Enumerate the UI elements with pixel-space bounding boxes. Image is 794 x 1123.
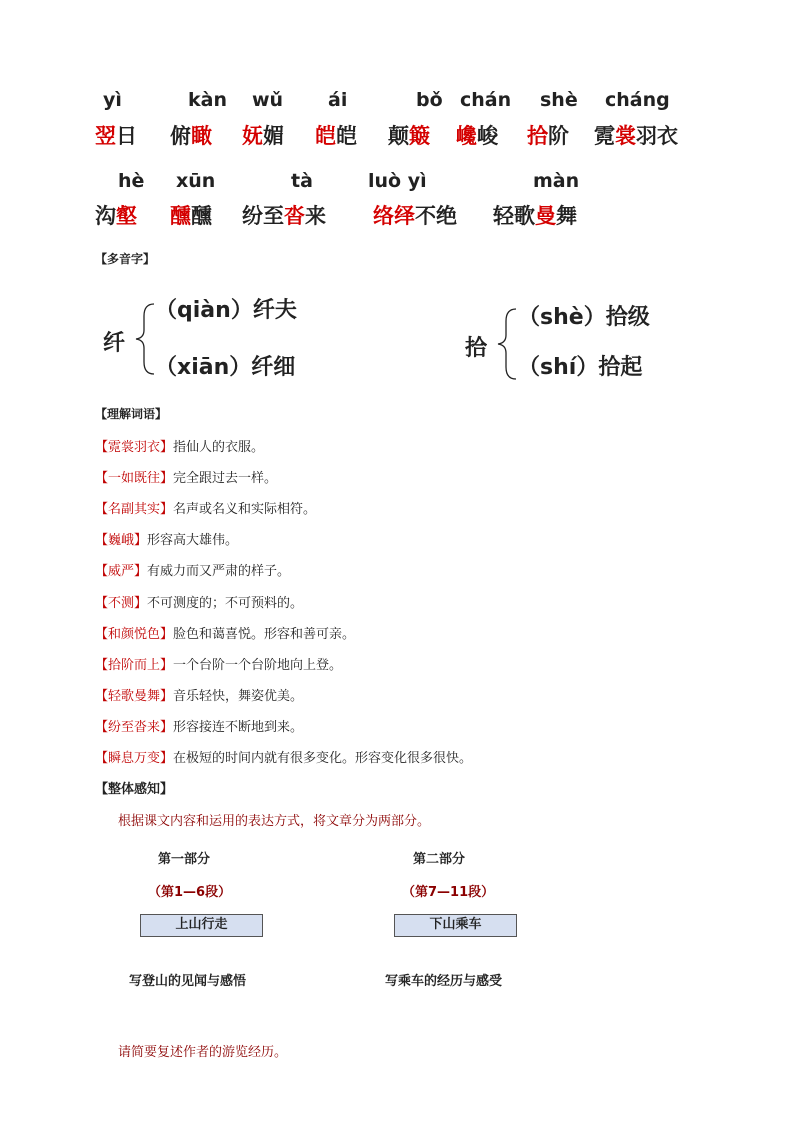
glossary-def: 有威力而又严肃的样子。 bbox=[147, 564, 291, 579]
glossary-def: 完全跟过去一样。 bbox=[173, 471, 278, 486]
word-part: 翌 bbox=[95, 124, 116, 148]
pinyin-label: wǔ bbox=[252, 89, 284, 111]
word-part: 络绎 bbox=[373, 204, 415, 228]
paren-close: ） bbox=[230, 298, 253, 323]
example-word: 纤夫 bbox=[252, 298, 297, 323]
paren-open: （ bbox=[518, 305, 541, 330]
word-part: 妩 bbox=[242, 124, 263, 148]
word-part: 醺 bbox=[170, 204, 191, 228]
vocab-word bbox=[373, 200, 457, 230]
word-part: 瞰 bbox=[191, 124, 212, 148]
vocab-word bbox=[242, 200, 326, 230]
glossary-term: 【轻歌曼舞】 bbox=[95, 689, 174, 704]
word-part: 阶 bbox=[548, 124, 569, 148]
part-summary-box: 上山行走 bbox=[140, 914, 263, 937]
brace-icon bbox=[490, 305, 520, 383]
paren-close: ） bbox=[229, 355, 252, 380]
vocab-word bbox=[527, 120, 569, 150]
word-part: 日 bbox=[116, 124, 137, 148]
polyphone-item bbox=[155, 293, 297, 324]
question-prompt: 请简要复述作者的游览经历。 bbox=[118, 1045, 288, 1060]
part-range: （第1—6段） bbox=[148, 885, 232, 900]
glossary-term: 【威严】 bbox=[95, 564, 148, 579]
word-part: 壑 bbox=[116, 204, 137, 228]
glossary-item bbox=[95, 654, 342, 673]
glossary-term: 【和颜悦色】 bbox=[95, 627, 174, 642]
glossary-def: 形容接连不断地到来。 bbox=[173, 720, 304, 735]
word-part: 簸 bbox=[409, 124, 430, 148]
part-title: 第二部分 bbox=[413, 852, 466, 867]
glossary-term: 【一如既往】 bbox=[95, 471, 174, 486]
pinyin-label: bǒ bbox=[416, 89, 443, 111]
polyphone-item bbox=[518, 300, 650, 331]
glossary-term: 【拾阶而上】 bbox=[95, 658, 174, 673]
word-part: 峻 bbox=[477, 124, 498, 148]
pinyin-label: yì bbox=[103, 89, 122, 111]
polyphone-char: 拾 bbox=[465, 336, 488, 361]
pinyin-label: luò yì bbox=[368, 170, 427, 192]
word-part: 纷至 bbox=[242, 204, 284, 228]
reading-answer: shè bbox=[540, 305, 584, 330]
paren-close: ） bbox=[583, 305, 606, 330]
word-part: 巉 bbox=[456, 124, 477, 148]
glossary-def: 名声或名义和实际相符。 bbox=[173, 502, 317, 517]
pinyin-label: ái bbox=[328, 89, 348, 111]
polyphone-item bbox=[518, 350, 642, 381]
word-part: 媚 bbox=[263, 124, 284, 148]
glossary-def: 一个台阶一个台阶地向上登。 bbox=[173, 658, 343, 673]
vocab-word bbox=[594, 120, 678, 150]
glossary-def: 形容高大雄伟。 bbox=[147, 533, 239, 548]
paren-open: （ bbox=[155, 298, 178, 323]
glossary-def: 指仙人的衣服。 bbox=[173, 440, 265, 455]
word-part: 沟 bbox=[95, 204, 116, 228]
polyphone-item bbox=[155, 350, 295, 381]
reading-answer: xiān bbox=[177, 355, 230, 380]
pinyin-label: chán bbox=[460, 89, 512, 111]
glossary-item bbox=[95, 498, 316, 517]
vocab-word bbox=[388, 120, 430, 150]
word-part: 醺 bbox=[191, 204, 212, 228]
word-part: 皑 bbox=[315, 124, 336, 148]
reading-answer: qiàn bbox=[177, 298, 231, 323]
pinyin-label: kàn bbox=[188, 89, 227, 111]
pinyin-label: cháng bbox=[605, 89, 670, 111]
glossary-term: 【瞬息万变】 bbox=[95, 751, 174, 766]
glossary-item bbox=[95, 592, 303, 611]
word-part: 来 bbox=[305, 204, 326, 228]
paren-open: （ bbox=[155, 355, 178, 380]
pinyin-label: màn bbox=[533, 170, 580, 192]
pinyin-label: shè bbox=[540, 89, 578, 111]
word-part: 俯 bbox=[170, 124, 191, 148]
word-part: 颠 bbox=[388, 124, 409, 148]
glossary-term: 【纷至沓来】 bbox=[95, 720, 174, 735]
example-word: 纤细 bbox=[251, 355, 296, 380]
vocab-word bbox=[95, 200, 137, 230]
word-part: 拾 bbox=[527, 124, 548, 148]
vocab-word bbox=[493, 200, 577, 230]
glossary-item bbox=[95, 685, 303, 704]
part-description: 写登山的见闻与感悟 bbox=[129, 974, 247, 989]
part-summary-box: 下山乘车 bbox=[394, 914, 517, 937]
glossary-def: 不可测度的；不可预料的。 bbox=[147, 596, 304, 611]
reading-answer: shí bbox=[540, 355, 577, 380]
pinyin-label: hè bbox=[118, 170, 145, 192]
section-header-overview: 【整体感知】 bbox=[95, 782, 174, 797]
word-part: 不绝 bbox=[415, 204, 457, 228]
glossary-item bbox=[95, 560, 290, 579]
vocab-word bbox=[242, 120, 284, 150]
glossary-item bbox=[95, 436, 264, 455]
word-part: 轻歌 bbox=[493, 204, 535, 228]
glossary-item bbox=[95, 529, 238, 548]
glossary-def: 在极短的时间内就有很多变化。形容变化很多很快。 bbox=[173, 751, 473, 766]
pinyin-label: xūn bbox=[176, 170, 216, 192]
word-part: 羽衣 bbox=[636, 124, 678, 148]
part-range: （第7—11段） bbox=[402, 885, 495, 900]
paren-open: （ bbox=[518, 355, 541, 380]
glossary-item bbox=[95, 467, 277, 486]
part-title: 第一部分 bbox=[158, 852, 211, 867]
glossary-term: 【霓裳羽衣】 bbox=[95, 440, 174, 455]
overview-intro: 根据课文内容和运用的表达方式，将文章分为两部分。 bbox=[118, 814, 431, 829]
glossary-item bbox=[95, 623, 355, 642]
pinyin-label: tà bbox=[291, 170, 313, 192]
section-header-glossary: 【理解词语】 bbox=[95, 407, 168, 421]
glossary-def: 音乐轻快，舞姿优美。 bbox=[173, 689, 304, 704]
glossary-term: 【巍峨】 bbox=[95, 533, 148, 548]
polyphone-char: 纤 bbox=[103, 331, 126, 356]
glossary-term: 【名副其实】 bbox=[95, 502, 174, 517]
word-part: 霓 bbox=[594, 124, 615, 148]
glossary-item bbox=[95, 747, 472, 766]
example-word: 拾级 bbox=[605, 305, 650, 330]
word-part: 曼 bbox=[535, 204, 556, 228]
vocab-word bbox=[170, 200, 212, 230]
glossary-term: 【不测】 bbox=[95, 596, 148, 611]
vocab-word bbox=[456, 120, 498, 150]
vocab-word bbox=[315, 120, 357, 150]
section-header-polyphone: 【多音字】 bbox=[95, 252, 156, 266]
part-description: 写乘车的经历与感受 bbox=[385, 974, 503, 989]
word-part: 裳 bbox=[615, 124, 636, 148]
word-part: 皑 bbox=[336, 124, 357, 148]
example-word: 拾起 bbox=[598, 355, 643, 380]
word-part: 沓 bbox=[284, 204, 305, 228]
vocab-word bbox=[95, 120, 137, 150]
vocab-word bbox=[170, 120, 212, 150]
glossary-def: 脸色和蔼喜悦。形容和善可亲。 bbox=[173, 627, 356, 642]
word-part: 舞 bbox=[556, 204, 577, 228]
glossary-item bbox=[95, 716, 303, 735]
brace-icon bbox=[128, 300, 158, 378]
paren-close: ） bbox=[576, 355, 599, 380]
